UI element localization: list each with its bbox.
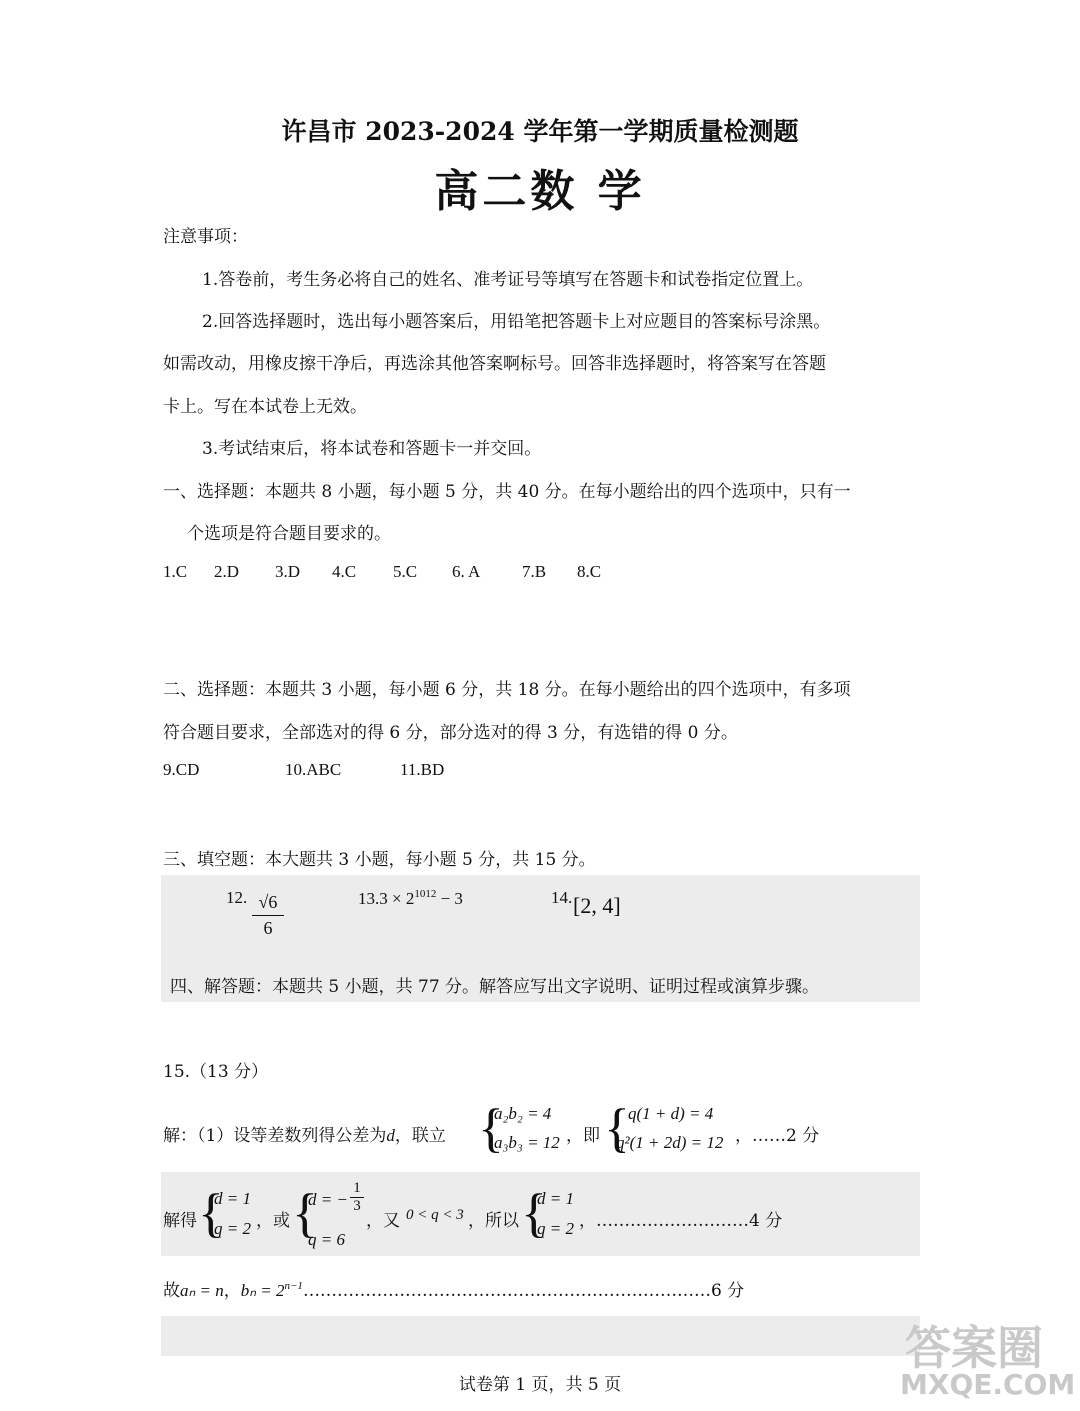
notice-heading: 注意事项： xyxy=(163,227,248,247)
q13-answer xyxy=(358,888,463,909)
q13-base: 3 × 2 xyxy=(379,889,415,908)
q15-result-bn-exponent: n−1 xyxy=(284,1280,303,1292)
section2-heading-line-2: 符合题目要求，全部选对的得 6 分，部分选对的得 3 分，有选错的得 0 分。 xyxy=(163,723,738,743)
q15-or: ，或 xyxy=(256,1211,290,1231)
answer-2: 2.D xyxy=(214,562,240,581)
q15-result-an: aₙ = n xyxy=(180,1281,224,1300)
section2-heading-line-1: 二、选择题：本题共 3 小题，每小题 6 分，共 18 分。在每小题给出的四个选项中，有多项 xyxy=(163,680,851,700)
notice-item-1: 1.答卷前，考生务必将自己的姓名、准考证号等填写在答题卡和试卷指定位置上。 xyxy=(202,270,814,290)
answer-11: 11.BD xyxy=(400,760,445,779)
q15-also: ，又 xyxy=(366,1211,400,1231)
answer-7: 7.B xyxy=(522,562,547,581)
system-4-fraction xyxy=(350,1180,364,1215)
q12-label: 12. xyxy=(226,888,248,907)
q15-label: 15.（13 分） xyxy=(163,1062,269,1082)
q15-sol-prefix: 解：（1）设等差数列得公差为 xyxy=(163,1126,387,1146)
brace-system-3: { xyxy=(198,1183,224,1243)
q15-solution-line-1 xyxy=(163,1121,446,1146)
system-4-numerator: 1 xyxy=(350,1180,364,1198)
answer-4: 4.C xyxy=(332,562,357,581)
q12-fraction xyxy=(252,892,284,939)
q15-result-sep: ， xyxy=(223,1281,241,1301)
brace-system-4: { xyxy=(292,1183,318,1243)
q15-var-d: d xyxy=(386,1126,395,1145)
page-footer: 试卷第 1 页，共 5 页 xyxy=(458,1375,622,1395)
notice-item-2-line-3: 卡上。写在本试卷上无效。 xyxy=(163,397,367,417)
answer-1: 1.C xyxy=(163,562,188,581)
answer-8: 8.C xyxy=(577,562,602,581)
q12-numerator: √6 xyxy=(252,892,284,916)
brace-system-5: { xyxy=(521,1183,547,1243)
q14-answer: [2, 4] xyxy=(573,893,621,918)
subject-title: 高二数 学 xyxy=(434,166,646,217)
system-1-row-2: a₃b₃ = 12 xyxy=(494,1133,560,1152)
notice-item-2-line-1: 2.回答选择题时，选出每小题答案后，用铅笔把答题卡上对应题目的答案标号涂黑。 xyxy=(202,312,831,332)
q15-score-2: ，………………………4 分 xyxy=(579,1211,783,1231)
system-4-row-2: q = 6 xyxy=(308,1230,345,1249)
q12-denominator: 6 xyxy=(263,918,273,938)
q15-score-1: ，……2 分 xyxy=(735,1126,820,1146)
system-2-row-2: q²(1 + 2d) = 12 xyxy=(616,1133,724,1152)
section1-heading-line-1: 一、选择题：本题共 8 小题，每小题 5 分，共 40 分。在每小题给出的四个选项中，只有一 xyxy=(163,482,851,502)
q15-so: ，所以 xyxy=(468,1211,519,1231)
brace-system-2: { xyxy=(604,1098,630,1158)
q15-solve-prefix: 解得 xyxy=(163,1211,197,1231)
answer-3: 3.D xyxy=(275,562,301,581)
watermark-logo-text: 答案圈 xyxy=(905,1321,1043,1375)
answer-5: 5.C xyxy=(393,562,418,581)
system-4-row-1-lhs: d = − xyxy=(308,1190,348,1209)
shaded-bottom-band xyxy=(161,1316,920,1356)
q15-condition: 0 < q < 3 xyxy=(406,1207,464,1223)
system-5-row-2: q = 2 xyxy=(537,1219,574,1238)
system-4-denominator: 3 xyxy=(353,1198,361,1214)
q15-score-3: ………………………………………………………………6 分 xyxy=(302,1281,745,1301)
q15-result-bn: bₙ = 2 xyxy=(240,1281,285,1300)
section4-heading: 四、解答题：本题共 5 小题，共 77 分。解答应写出文字说明、证明过程或演算步骤。 xyxy=(170,977,820,997)
system-3-row-2: q = 2 xyxy=(214,1219,251,1238)
brace-system-1: { xyxy=(478,1098,504,1158)
q14-label: 14. xyxy=(551,888,573,907)
section1-heading-line-2: 个选项是符合题目要求的。 xyxy=(187,524,391,544)
q13-exponent: 1012 xyxy=(414,888,437,900)
notice-item-2-line-2: 如需改动，用橡皮擦干净后，再选涂其他答案啊标号。回答非选择题时，将答案写在答题 xyxy=(163,354,826,374)
system-1-row-1: a₂b₂ = 4 xyxy=(494,1104,552,1123)
system-2-row-1: q(1 + d) = 4 xyxy=(628,1104,714,1123)
q13-label: 13. xyxy=(358,889,380,908)
q15-result-prefix: 故 xyxy=(163,1281,180,1301)
q15-connect: ，联立 xyxy=(394,1126,446,1146)
q15-result-line xyxy=(163,1276,744,1301)
answer-6: 6. A xyxy=(452,562,481,581)
answer-9: 9.CD xyxy=(163,760,200,779)
section3-heading: 三、填空题：本大题共 3 小题，每小题 5 分，共 15 分。 xyxy=(163,850,596,870)
system-5-row-1: d = 1 xyxy=(537,1189,574,1208)
exam-title: 许昌市 2023-2024 学年第一学期质量检测题 xyxy=(281,117,799,146)
notice-item-3: 3.考试结束后，将本试卷和答题卡一并交回。 xyxy=(202,439,542,459)
q13-tail: − 3 xyxy=(436,889,463,908)
q15-ji: ，即 xyxy=(566,1126,600,1146)
answer-10: 10.ABC xyxy=(285,760,342,779)
system-3-row-1: d = 1 xyxy=(214,1189,251,1208)
watermark-logo-url: MXQE.COM xyxy=(900,1368,1076,1401)
